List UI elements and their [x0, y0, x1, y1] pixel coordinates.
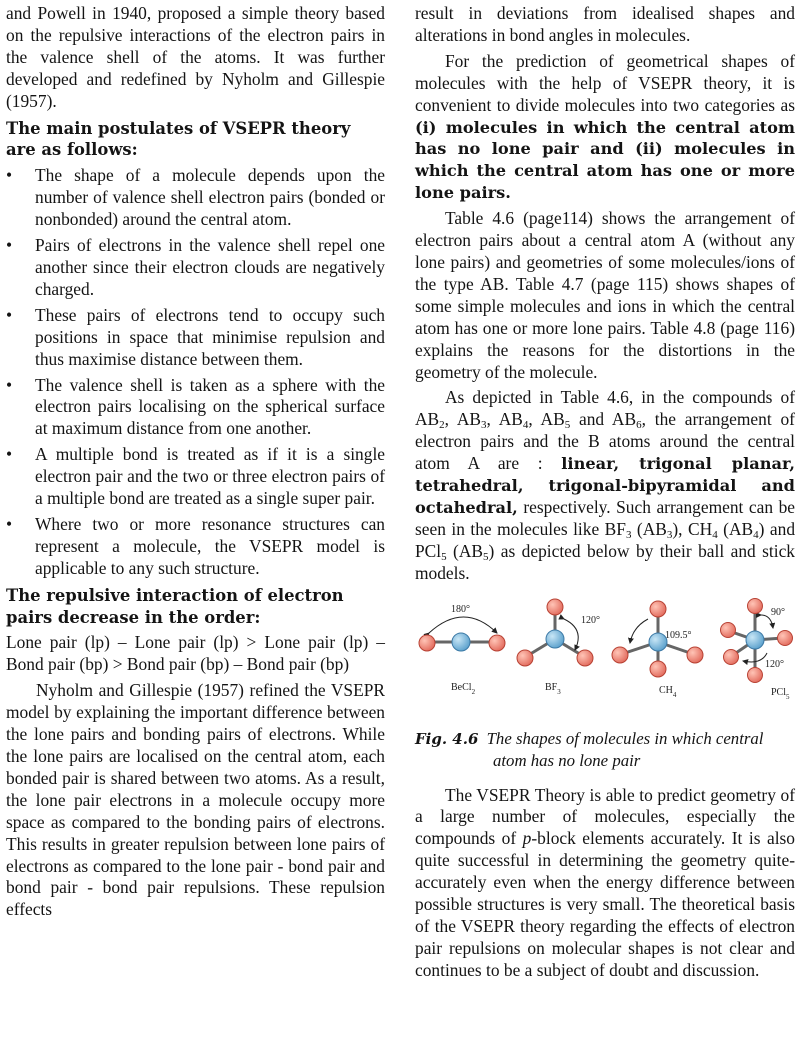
chlorine-atom — [724, 649, 739, 664]
beryllium-atom — [452, 633, 470, 651]
repulsion-order: Lone pair (lp) – Lone pair (lp) > Lone pair (lp) – Bond pair (bp) > Bond pair (bp) – Bond pair (bp) — [6, 632, 385, 675]
closing-paragraph — [415, 785, 795, 982]
angle-label-120-equatorial: 120° — [765, 658, 784, 670]
chlorine-atom — [748, 667, 763, 682]
bf3-label: $BF_3$ — [545, 681, 561, 696]
formula-ab6: $AB_6$, — [611, 409, 646, 432]
phosphorus-atom — [746, 631, 764, 649]
postulate-item — [6, 235, 385, 301]
bullet-icon: • — [6, 444, 13, 465]
left-column — [6, 3, 385, 921]
figure-label: Fig. 4.6 — [415, 729, 479, 748]
hydrogen-atom — [687, 647, 703, 663]
geometries-bold-text: linear, trigonal planar, tetrahedral, trigonal-bipyramidal and octahedral, — [415, 454, 795, 517]
depicted-text: respectively. Such arrangement can be seen in the molecules like — [415, 496, 795, 539]
intro-paragraph: and Powell in 1940, proposed a simple theory based on the repulsive interactions of the electron pairs in the valence shell of the atoms. It was further developed and redefined by Nyholm and Gillespie (1957). — [6, 3, 385, 111]
chlorine-atom — [721, 622, 736, 637]
postulate-text: A multiple bond is treated as if it is a single electron pair and the two or three electron pairs of a multiple bond are treated as a single super pair. — [35, 444, 385, 509]
formula-ab3: $AB_3$, — [456, 409, 499, 432]
chlorine-atom — [778, 630, 793, 645]
continuation-paragraph: result in deviations from idealised shapes and alterations in bond angles in molecules. — [415, 3, 795, 45]
depicted-text: the arrangement of electron pairs and the B atoms around the central atom A are : — [415, 409, 795, 474]
figure-caption-text: The shapes of molecules in which central atom has no lone pair — [486, 728, 764, 770]
bullet-icon: • — [6, 165, 13, 186]
formula-ch4: $CH_4$ $(AB_4)$ and — [688, 518, 796, 541]
hydrogen-atom — [612, 647, 628, 663]
right-column — [415, 3, 795, 982]
chlorine-atom — [748, 598, 763, 613]
angle-label-109-5: 109.5° — [665, 629, 692, 641]
postulate-text: The shape of a molecule depends upon the number of valence shell electron pairs (bonded or nonbonded) around the central atom. — [35, 165, 385, 230]
postulate-text: Where two or more resonance structures can represent a molecule, the VSEPR model is applicable to any such structure. — [35, 513, 385, 578]
figure-caption — [415, 728, 795, 771]
depicted-paragraph — [415, 387, 795, 584]
p-block-italic: p — [522, 828, 532, 849]
angle-label-180: 180° — [451, 603, 470, 615]
bf3-model — [517, 599, 600, 696]
fluorine-atom — [577, 650, 593, 666]
postulate-item — [6, 165, 385, 231]
closing-text: The VSEPR Theory is able to predict geometry of a large number of molecules, especially the compounds of — [415, 784, 795, 849]
becl2-label: BeCl$_2$ — [451, 681, 476, 696]
postulates-heading: The main postulates of VSEPR theory are as follows: — [6, 118, 351, 160]
postulate-text: The valence shell is taken as a sphere with the electron pairs localising on the spherical surface at maximum distance from one another. — [35, 374, 385, 439]
ch4-label: $CH_4$ — [659, 684, 677, 699]
categories-text: For the prediction of geometrical shapes of molecules with the help of VSEPR theory, it is convenient to divide molecules into two categories as — [415, 50, 795, 115]
bullet-icon: • — [6, 235, 13, 256]
formula-ab2: $AB_2$, — [415, 409, 457, 432]
categories-bold-text: (i) molecules in which the central atom has no lone pair and (ii) molecules in which the central atom has one or more lone pairs. — [415, 117, 795, 203]
closing-text: -block elements accurately. It is also quite successful in determining the geometry quite-accurately even when the energy difference between possible structures is very small. The theoretical basis of the VSEPR theory regarding the effects of electron pair repulsions on molecular shapes is not clear and continues to be a subject of doubt and discussion. — [415, 828, 795, 980]
bullet-icon: • — [6, 304, 13, 325]
bullet-icon: • — [6, 374, 13, 395]
fluorine-atom — [517, 650, 533, 666]
pcl5-model — [721, 598, 793, 701]
angle-label-120: 120° — [581, 614, 600, 626]
hydrogen-atom — [650, 661, 666, 677]
formula-bf3: $BF_3$ $(AB_3)$, — [604, 518, 689, 541]
chlorine-atom — [419, 635, 435, 651]
bullet-icon: • — [6, 513, 13, 534]
hydrogen-atom — [650, 601, 666, 617]
categories-paragraph — [415, 51, 795, 204]
ch4-model — [612, 601, 703, 699]
formula-pcl5: PCl$_5$ $(AB_5)$ — [415, 540, 495, 563]
tables-paragraph: Table 4.6 (page114) shows the arrangement of electron pairs about a central atom A (without any lone pairs) and geometries of some molecules/ions of the type AB. Table 4.7 (page 115) shows shapes of some simple molecules and ions in which the central atom has one or more lone pairs. Table 4.8 (page 116) explains the reasons for the distortions in the geometry of the molecule. — [415, 208, 795, 382]
postulate-text: Pairs of electrons in the valence shell repel one another since their electron clouds are negatively charged. — [35, 235, 385, 299]
depicted-text: as depicted below by their ball and stick models. — [415, 540, 795, 583]
postulate-item — [6, 514, 385, 580]
postulate-item — [6, 375, 385, 441]
boron-atom — [546, 630, 564, 648]
postulate-text: These pairs of electrons tend to occupy such positions in space that minimise repulsion and thus maximise distance between them. — [35, 304, 385, 369]
fluorine-atom — [547, 599, 563, 615]
becl2-model — [419, 604, 505, 696]
postulate-item — [6, 305, 385, 371]
chlorine-atom — [489, 635, 505, 651]
formula-ab4: $AB_4$, — [498, 409, 541, 432]
pcl5-label: PCl$_5$ — [771, 686, 790, 701]
nyholm-paragraph: Nyholm and Gillespie (1957) refined the VSEPR model by explaining the important difference between the lone pairs and bonding pairs of electrons. While the lone pairs are localised on the central atom, each bonded pair is shared between two atoms. As a result, the lone pair electrons in a molecule occupy more space as compared to the bonding pairs of electrons. This results in greater repulsion between lone pairs of electrons as compared to the lone pair - bond pair and bond pair - bond pair repulsions. These repulsion effects — [6, 680, 385, 920]
repulsion-heading: The repulsive interaction of electron pairs decrease in the order: — [6, 585, 344, 627]
angle-label-90: 90° — [771, 606, 785, 618]
depicted-text: As depicted in Table 4.6, in the compounds of — [445, 387, 795, 408]
ball-and-stick-figure — [415, 595, 795, 718]
postulates-list — [6, 165, 385, 579]
postulate-item — [6, 444, 385, 510]
formula-ab5: $AB_5$ and — [540, 409, 612, 432]
